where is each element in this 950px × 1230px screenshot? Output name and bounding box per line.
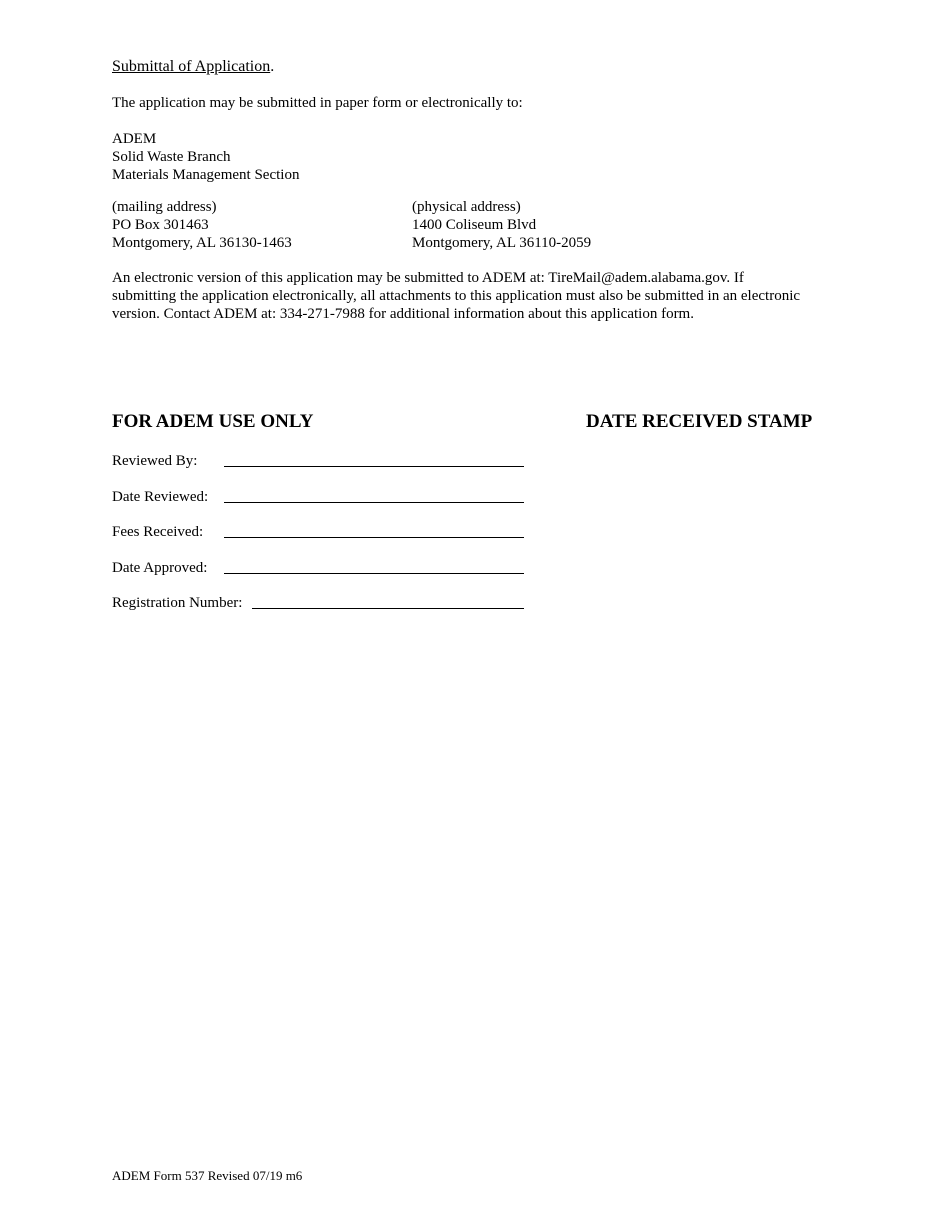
submittal-heading-punct: . [270,58,275,75]
mailing-address-label: (mailing address) [112,199,217,215]
submittal-heading [112,57,274,76]
registration-number-label: Registration Number: [112,595,243,611]
electronic-submission-paragraph [112,269,800,323]
physical-address-line1: 1400 Coliseum Blvd [412,217,537,233]
mailing-address [112,198,292,252]
electronic-line-3: version. Contact ADEM at: 334-271-7988 for additional information about this application form. [112,306,694,322]
electronic-line-1: An electronic version of this application may be submitted to ADEM at: TireMail@adem.alabama.gov. If [112,270,744,286]
reviewed-by-label: Reviewed By: [112,453,198,469]
date-reviewed-label: Date Reviewed: [112,489,209,505]
physical-address [412,198,591,252]
fees-received-label: Fees Received: [112,524,204,540]
electronic-line-2: submitting the application electronically, all attachments to this application must also be submitted in an electronic [112,288,801,304]
fees-received-line[interactable] [224,537,524,538]
submittal-heading-text: Submittal of Application [112,58,271,75]
physical-address-label: (physical address) [412,199,521,215]
agency-name: ADEM [112,131,157,147]
agency-branch: Solid Waste Branch [112,149,231,165]
adem-use-title: FOR ADEM USE ONLY [112,411,314,432]
date-approved-line[interactable] [224,573,524,574]
date-received-stamp-title: DATE RECEIVED STAMP [586,411,813,432]
mailing-address-line1: PO Box 301463 [112,217,209,233]
date-reviewed-line[interactable] [224,502,524,503]
registration-number-line[interactable] [252,608,524,609]
mailing-address-line2: Montgomery, AL 36130-1463 [112,235,292,251]
submittal-intro: The application may be submitted in paper form or electronically to: [112,95,523,111]
date-approved-label: Date Approved: [112,560,208,576]
reviewed-by-line[interactable] [224,466,524,467]
form-footer: ADEM Form 537 Revised 07/19 m6 [112,1168,303,1183]
agency-block [112,130,299,184]
agency-section: Materials Management Section [112,167,300,183]
physical-address-line2: Montgomery, AL 36110-2059 [412,235,592,251]
